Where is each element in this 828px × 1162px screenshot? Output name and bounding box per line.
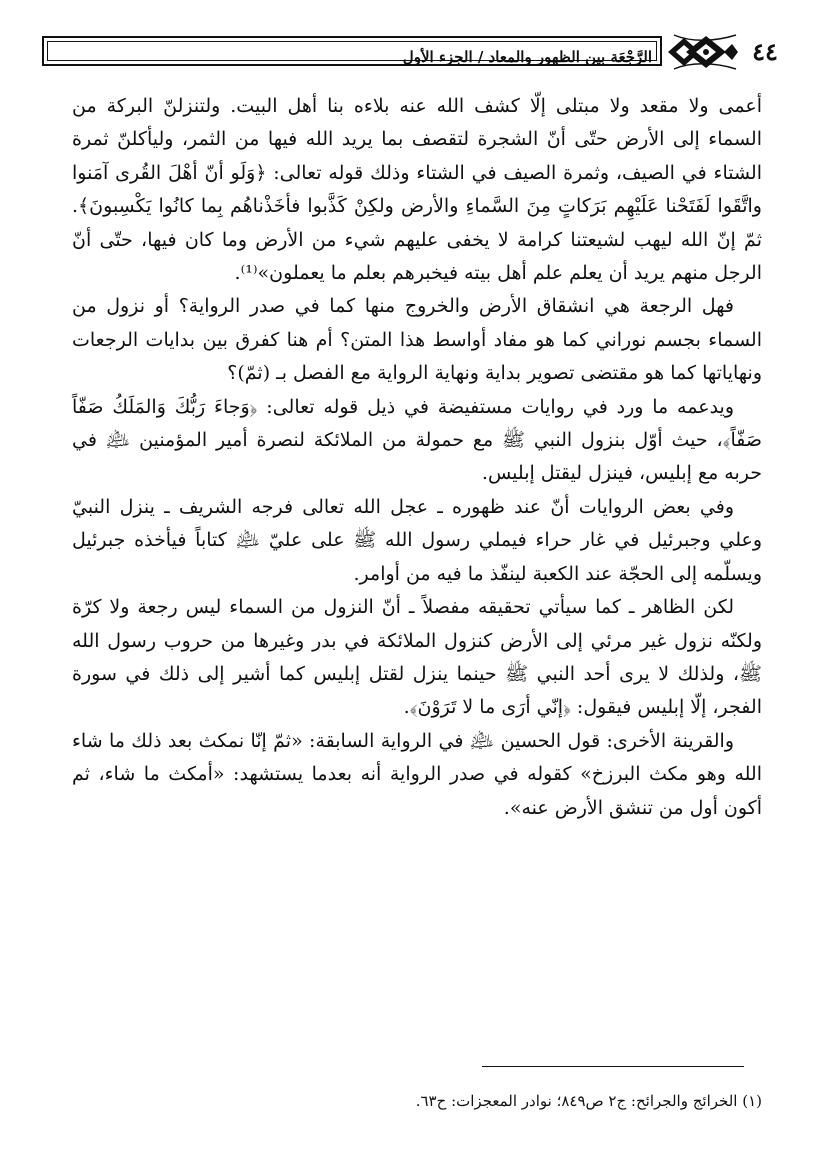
paragraph-6: والقرينة الأخرى: قول الحسين ﵇ في الرواية السابقة: «ثمّ إنّا نمكث بعد ذلك ما شاء الله وهو مكث البرزخ» كقوله في صدر الرواية أنه بعدما يستشهد: «أمكث ما شاء، ثم أكون أول من تنشق الأرض عنه». xyxy=(72,729,762,819)
arabesque-ornament-icon xyxy=(666,32,738,72)
paragraph-5: لكن الظاهر ـ كما سيأتي تحقيقه مفصلاً ـ أنّ النزول من السماء ليس رجعة ولا كرّة ولكنّه نزول غير مرئي إلى الأرض كنزول الملائكة في بدر وغيرها من حروب رسول الله ﷺ، ولذلك لا يرى أحد النبي ﷺ حينما ينزل لقتل إبليس كما أشير إلى ذلك في سورة الفجر، إلّا إبليس فيقول: ﴿إنّي أرَى ما لا تَرَوْنَ﴾. xyxy=(72,596,762,719)
page-number: ٤٤ xyxy=(752,37,778,66)
page-header xyxy=(42,32,790,72)
running-title: الرَّجْعَة بين الظهور والمعاد / الجزء الأول xyxy=(402,48,652,66)
footnote-divider xyxy=(482,1066,744,1067)
paragraph-1: أعمى ولا مقعد ولا مبتلى إلّا كشف الله عنه بلاءه بنا أهل البيت. ولتنزلنّ البركة من السماء إلى الأرض حتّى أنّ الشجرة لتقصف بما يريد الله فيها من الثمر، وليأكلنّ ثمرة الشتاء في الصيف، وثمرة الصيف في الشتاء وذلك قوله تعالى: ﴿وَلَو أنّ أهْلَ القُرى آمَنوا واتَّقَوا لَفَتَحْنا عَلَيْهِم بَرَكاتٍ مِنَ السَّماءِ والأرض ولكِنْ كَذَّبوا فأخَذْناهُم بِما كانُوا يَكْسِبونَ﴾. ثمّ إنّ الله ليهب لشيعتنا كرامة لا يخفى عليهم شيء من الأرض وما كان فيها، حتّى أنّ الرجل منهم يريد أن يعلم علم أهل بيته فيخبرهم بعلم ما يعملون»⁽¹⁾. xyxy=(72,95,762,285)
main-text xyxy=(72,90,762,825)
paragraph-3: ويدعمه ما ورد في روايات مستفيضة في ذيل قوله تعالى: ﴿وَجاءَ رَبُّكَ وَالمَلَكُ صَفّاً صَفّاً﴾، حيث أوّل بنزول النبي ﷺ مع حمولة من الملائكة لنصرة أمير المؤمنين ﵇ في حربه مع إبليس، فينزل ليقتل إبليس. xyxy=(72,395,762,485)
paragraph-2: فهل الرجعة هي انشقاق الأرض والخروج منها كما في صدر الرواية؟ أو نزول من السماء بجسم نوراني كما هو مفاد أواسط هذا المتن؟ أم هنا كفرق بين بدايات الرجعات ونهاياتها كما هو مقتضى تصوير بداية ونهاية الرواية مع الفصل بـ (ثمّ)؟ xyxy=(72,295,762,385)
paragraph-4: وفي بعض الروايات أنّ عند ظهوره ـ عجل الله تعالى فرجه الشريف ـ ينزل النبيّ وعلي وجبرئيل في غار حراء فيملي رسول الله ﷺ على عليّ ﵇ كتاباً فيأخذه جبرئيل ويسلّمه إلى الحجّة عند الكعبة لينفّذ ما فيه من أوامر. xyxy=(72,495,762,585)
running-title-frame xyxy=(42,36,662,66)
footnote-1: (١) الخرائج والجرائح: ج٢ ص٨٤٩؛ نوادر المعجزات: ح٦٣. xyxy=(415,1092,762,1110)
